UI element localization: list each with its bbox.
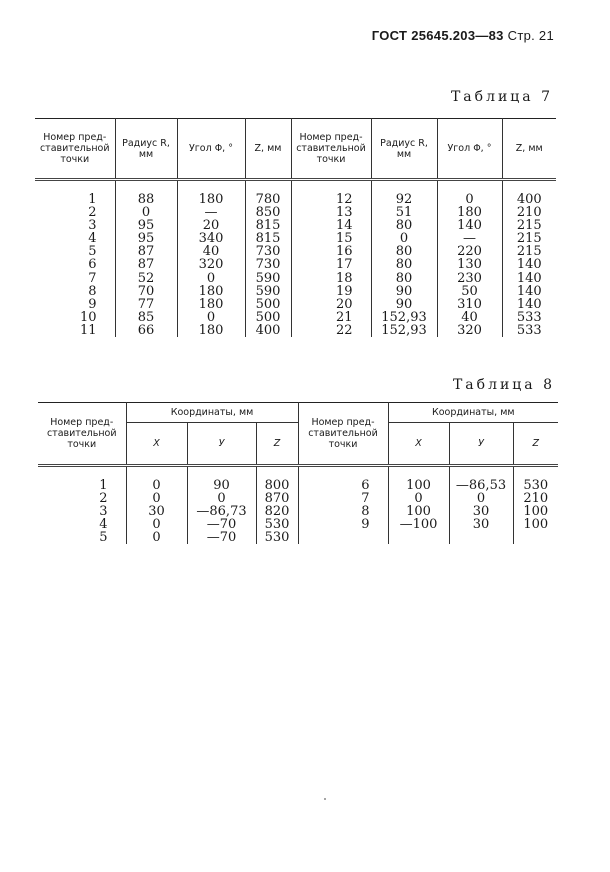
table-row xyxy=(38,466,558,493)
table-cell: 0 xyxy=(177,311,245,324)
table-cell xyxy=(388,531,449,544)
table-cell: 7 xyxy=(298,492,388,505)
table-cell: 80 xyxy=(371,258,437,271)
table-cell: — xyxy=(437,232,502,245)
col-point-left: Номер пред- ставительной точки xyxy=(35,119,115,180)
table-cell: 4 xyxy=(38,518,126,531)
table-cell: 400 xyxy=(245,324,291,337)
table-cell: 530 xyxy=(256,518,298,531)
table-cell: 152,93 xyxy=(371,311,437,324)
table-cell: 7 xyxy=(35,272,115,285)
table-cell: 820 xyxy=(256,505,298,518)
table-cell: 11 xyxy=(35,324,115,337)
table-row xyxy=(38,518,558,531)
table-cell: 30 xyxy=(449,518,513,531)
table-cell: 590 xyxy=(245,272,291,285)
table-cell: 0 xyxy=(126,518,187,531)
table-cell: 18 xyxy=(291,272,371,285)
table-row xyxy=(35,298,556,311)
table-cell: 66 xyxy=(115,324,177,337)
table-cell: 21 xyxy=(291,311,371,324)
table-cell: 13 xyxy=(291,206,371,219)
table-cell: 100 xyxy=(523,517,549,533)
t8-axis-z-right: Z xyxy=(513,423,558,466)
table-cell: 16 xyxy=(291,245,371,258)
table-cell: — xyxy=(177,206,245,219)
table-cell: 0 xyxy=(371,232,437,245)
table-cell xyxy=(298,531,388,544)
table-cell: 210 xyxy=(523,491,549,507)
table-cell: 230 xyxy=(437,272,502,285)
table-cell: 100 xyxy=(523,504,549,520)
table-cell: 100 xyxy=(388,505,449,518)
table-7 xyxy=(35,118,556,337)
table-cell: 310 xyxy=(437,298,502,311)
table-cell: 3 xyxy=(35,219,115,232)
col-angle-left: Угол Φ, ° xyxy=(177,119,245,180)
t8-col-point-right: Номер пред- ставительной точки xyxy=(298,403,388,466)
table-cell: 140 xyxy=(516,283,542,299)
table-cell: 140 xyxy=(516,257,542,273)
table-cell: 1 xyxy=(35,180,115,207)
table-cell: 80 xyxy=(371,272,437,285)
table-cell: 0 xyxy=(388,492,449,505)
table-cell: 180 xyxy=(177,298,245,311)
page-header xyxy=(372,28,554,43)
table-cell: 730 xyxy=(245,245,291,258)
table-cell: 500 xyxy=(245,311,291,324)
table-row xyxy=(35,258,556,271)
table-cell: 0 xyxy=(449,492,513,505)
table-cell: 215 xyxy=(516,231,542,247)
col-z-right: Z, мм xyxy=(502,119,556,180)
col-angle-right: Угол Φ, ° xyxy=(437,119,502,180)
table-cell: 80 xyxy=(371,245,437,258)
table-cell: 220 xyxy=(437,245,502,258)
table-cell: 533 xyxy=(516,322,542,338)
table-cell: 152,93 xyxy=(371,324,437,337)
col-z-left: Z, мм xyxy=(245,119,291,180)
table-cell: 9 xyxy=(298,518,388,531)
table-cell: 30 xyxy=(449,505,513,518)
page-number: Стр. 21 xyxy=(507,28,554,43)
t8-axis-y-left: У xyxy=(187,423,256,466)
table-cell: 0 xyxy=(126,466,187,493)
table-cell: 6 xyxy=(35,258,115,271)
table-cell: 530 xyxy=(523,478,549,493)
table-cell: 88 xyxy=(115,180,177,207)
table-cell: 215 xyxy=(516,218,542,234)
table-cell: —100 xyxy=(388,518,449,531)
table-cell: 40 xyxy=(437,311,502,324)
table8-caption: Таблица 8 xyxy=(452,377,555,393)
table-cell: 3 xyxy=(38,505,126,518)
table-row xyxy=(35,180,556,207)
table-cell: 2 xyxy=(35,206,115,219)
t8-coord-header-right: Координаты, мм xyxy=(388,403,558,423)
table-cell: 20 xyxy=(291,298,371,311)
table-cell: 140 xyxy=(437,219,502,232)
table-cell: 530 xyxy=(256,531,298,544)
table-cell: 20 xyxy=(177,219,245,232)
table-cell: 87 xyxy=(115,245,177,258)
table-cell: —70 xyxy=(187,518,256,531)
table-row xyxy=(35,219,556,232)
table-cell: 500 xyxy=(245,298,291,311)
table-cell: 100 xyxy=(388,466,449,493)
table-cell: 215 xyxy=(516,244,542,260)
table-cell: 180 xyxy=(177,324,245,337)
table-cell: —86,73 xyxy=(187,505,256,518)
table-cell: 70 xyxy=(115,285,177,298)
table-cell: 17 xyxy=(291,258,371,271)
col-point-right: Номер пред- ставительной точки xyxy=(291,119,371,180)
table-cell: —86,53 xyxy=(449,466,513,493)
table-cell: 180 xyxy=(177,285,245,298)
table-cell xyxy=(449,531,513,544)
table-cell: 400 xyxy=(516,192,542,207)
table-row xyxy=(38,531,558,544)
table-cell: 0 xyxy=(437,180,502,207)
table-cell: 51 xyxy=(371,206,437,219)
table-cell: 0 xyxy=(177,272,245,285)
col-radius-right: Радиус R, мм xyxy=(371,119,437,180)
table-cell: 14 xyxy=(291,219,371,232)
table-cell: 210 xyxy=(516,205,542,221)
table-cell: 90 xyxy=(371,285,437,298)
table-cell: 815 xyxy=(245,232,291,245)
table-cell: 340 xyxy=(177,232,245,245)
table-cell: 2 xyxy=(38,492,126,505)
table-cell: 0 xyxy=(126,531,187,544)
table-cell: 730 xyxy=(245,258,291,271)
table-cell: 92 xyxy=(371,180,437,207)
t8-axis-x-right: X xyxy=(388,423,449,466)
table-cell: 180 xyxy=(437,206,502,219)
table-cell: 10 xyxy=(35,311,115,324)
t8-coord-header-left: Координаты, мм xyxy=(126,403,298,423)
table-cell: 533 xyxy=(516,309,542,325)
table-cell: 815 xyxy=(245,219,291,232)
table-cell: 15 xyxy=(291,232,371,245)
table-cell: 95 xyxy=(115,219,177,232)
table-cell: 140 xyxy=(516,296,542,312)
table-cell: 870 xyxy=(256,492,298,505)
table7-caption: Таблица 7 xyxy=(450,89,553,105)
table-cell: 0 xyxy=(126,492,187,505)
table-cell: 590 xyxy=(245,285,291,298)
table-cell: 1 xyxy=(38,466,126,493)
table-cell: 50 xyxy=(437,285,502,298)
table-row xyxy=(35,285,556,298)
table-row xyxy=(35,311,556,324)
table-cell: 8 xyxy=(298,505,388,518)
page-speck xyxy=(324,798,326,800)
table-cell: —70 xyxy=(187,531,256,544)
table-cell: 180 xyxy=(177,180,245,207)
table-cell: 0 xyxy=(115,206,177,219)
table-cell: 4 xyxy=(35,232,115,245)
table-cell: 130 xyxy=(437,258,502,271)
table-cell: 90 xyxy=(187,466,256,493)
table-cell: 30 xyxy=(126,505,187,518)
table-cell: 5 xyxy=(38,531,126,544)
table-cell: 90 xyxy=(371,298,437,311)
t8-axis-y-right: У xyxy=(449,423,513,466)
table-row xyxy=(35,324,556,337)
table-row xyxy=(35,272,556,285)
table-cell: 95 xyxy=(115,232,177,245)
standard-number: ГОСТ 25645.203—83 xyxy=(371,28,504,43)
table-cell: 5 xyxy=(35,245,115,258)
table-cell: 77 xyxy=(115,298,177,311)
table-cell xyxy=(513,531,558,544)
table-cell: 22 xyxy=(291,324,371,337)
table-cell: 0 xyxy=(187,492,256,505)
table-cell: 9 xyxy=(35,298,115,311)
table-cell: 8 xyxy=(35,285,115,298)
table-cell: 140 xyxy=(516,270,542,286)
table-cell: 320 xyxy=(177,258,245,271)
table-cell: 85 xyxy=(115,311,177,324)
col-radius-left: Радиус R, мм xyxy=(115,119,177,180)
table-cell: 850 xyxy=(245,206,291,219)
table-cell: 12 xyxy=(291,180,371,207)
table-cell: 6 xyxy=(298,466,388,493)
table-cell: 40 xyxy=(177,245,245,258)
table-cell: 87 xyxy=(115,258,177,271)
table-cell: 800 xyxy=(256,466,298,493)
table-cell: 320 xyxy=(437,324,502,337)
table-cell: 780 xyxy=(245,180,291,207)
t8-col-point-left: Номер пред- ставительной точки xyxy=(38,403,126,466)
table-8 xyxy=(38,402,558,544)
t8-axis-z-left: Z xyxy=(256,423,298,466)
t8-axis-x-left: X xyxy=(126,423,187,466)
table-cell: 80 xyxy=(371,219,437,232)
table-cell: 52 xyxy=(115,272,177,285)
table-cell: 19 xyxy=(291,285,371,298)
